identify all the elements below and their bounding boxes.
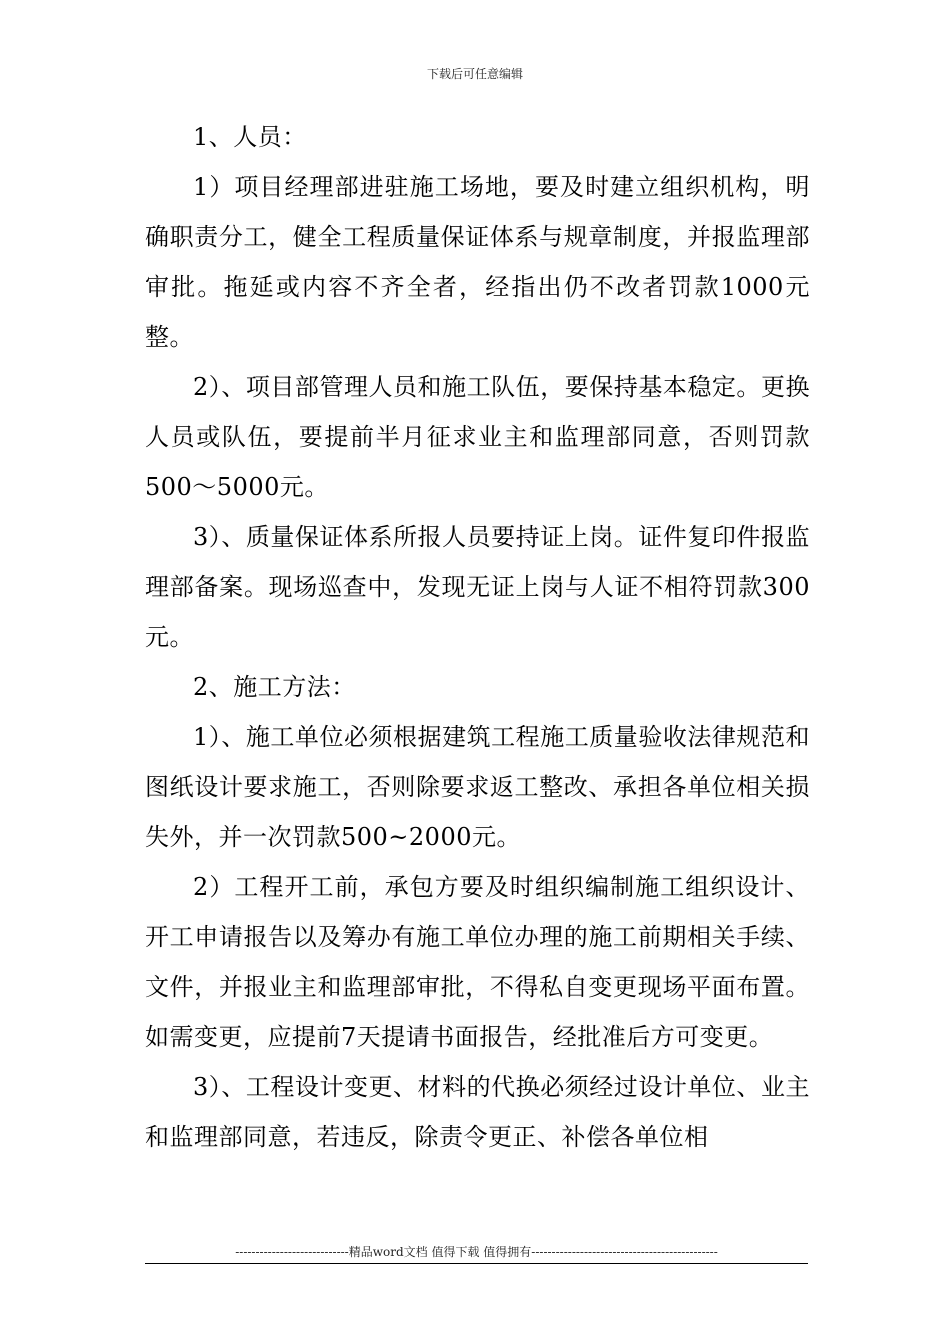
paragraph: 2）、项目部管理人员和施工队伍，要保持基本稳定。更换人员或队伍，要提前半月征求业主和监理部同意，否则罚款500～5000元。 [145,373,810,501]
paragraph: 1）、施工单位必须根据建筑工程施工质量验收法律规范和图纸设计要求施工，否则除要求返工整改、承担各单位相关损失外，并一次罚款500~2000元。 [145,723,810,851]
paragraph: 2）工程开工前，承包方要及时组织编制施工组织设计、开工申请报告以及筹办有施工单位办理的施工前期相关手续、文件，并报业主和监理部审批，不得私自变更现场平面布置。如需变更，应提前7天提请书面报告，经批准后方可变更。 [145,873,810,1051]
section-heading-construction-method: 2、施工方法： [193,673,356,701]
paragraph: 3）、工程设计变更、材料的代换必须经过设计单位、业主和监理部同意，若违反，除责令更正、补偿各单位相 [145,1073,810,1151]
page-header: 下载后可任意编辑 [426,67,523,81]
paragraph: 3）、质量保证体系所报人员要持证上岗。证件复印件报监理部备案。现场巡查中，发现无证上岗与人证不相符罚款300元。 [145,523,810,651]
page-footer: ----------------------------精品word文档 值得下载 值得拥有---------------------------------------------- [235,1245,718,1259]
section-heading-personnel: 1、人员： [193,123,307,151]
paragraph: 1）项目经理部进驻施工场地，要及时建立组织机构，明确职责分工，健全工程质量保证体系与规章制度，并报监理部审批。拖延或内容不齐全者，经指出仍不改者罚款1000元整。 [145,173,810,351]
document-body [145,112,810,1162]
footer-divider [145,1263,808,1264]
